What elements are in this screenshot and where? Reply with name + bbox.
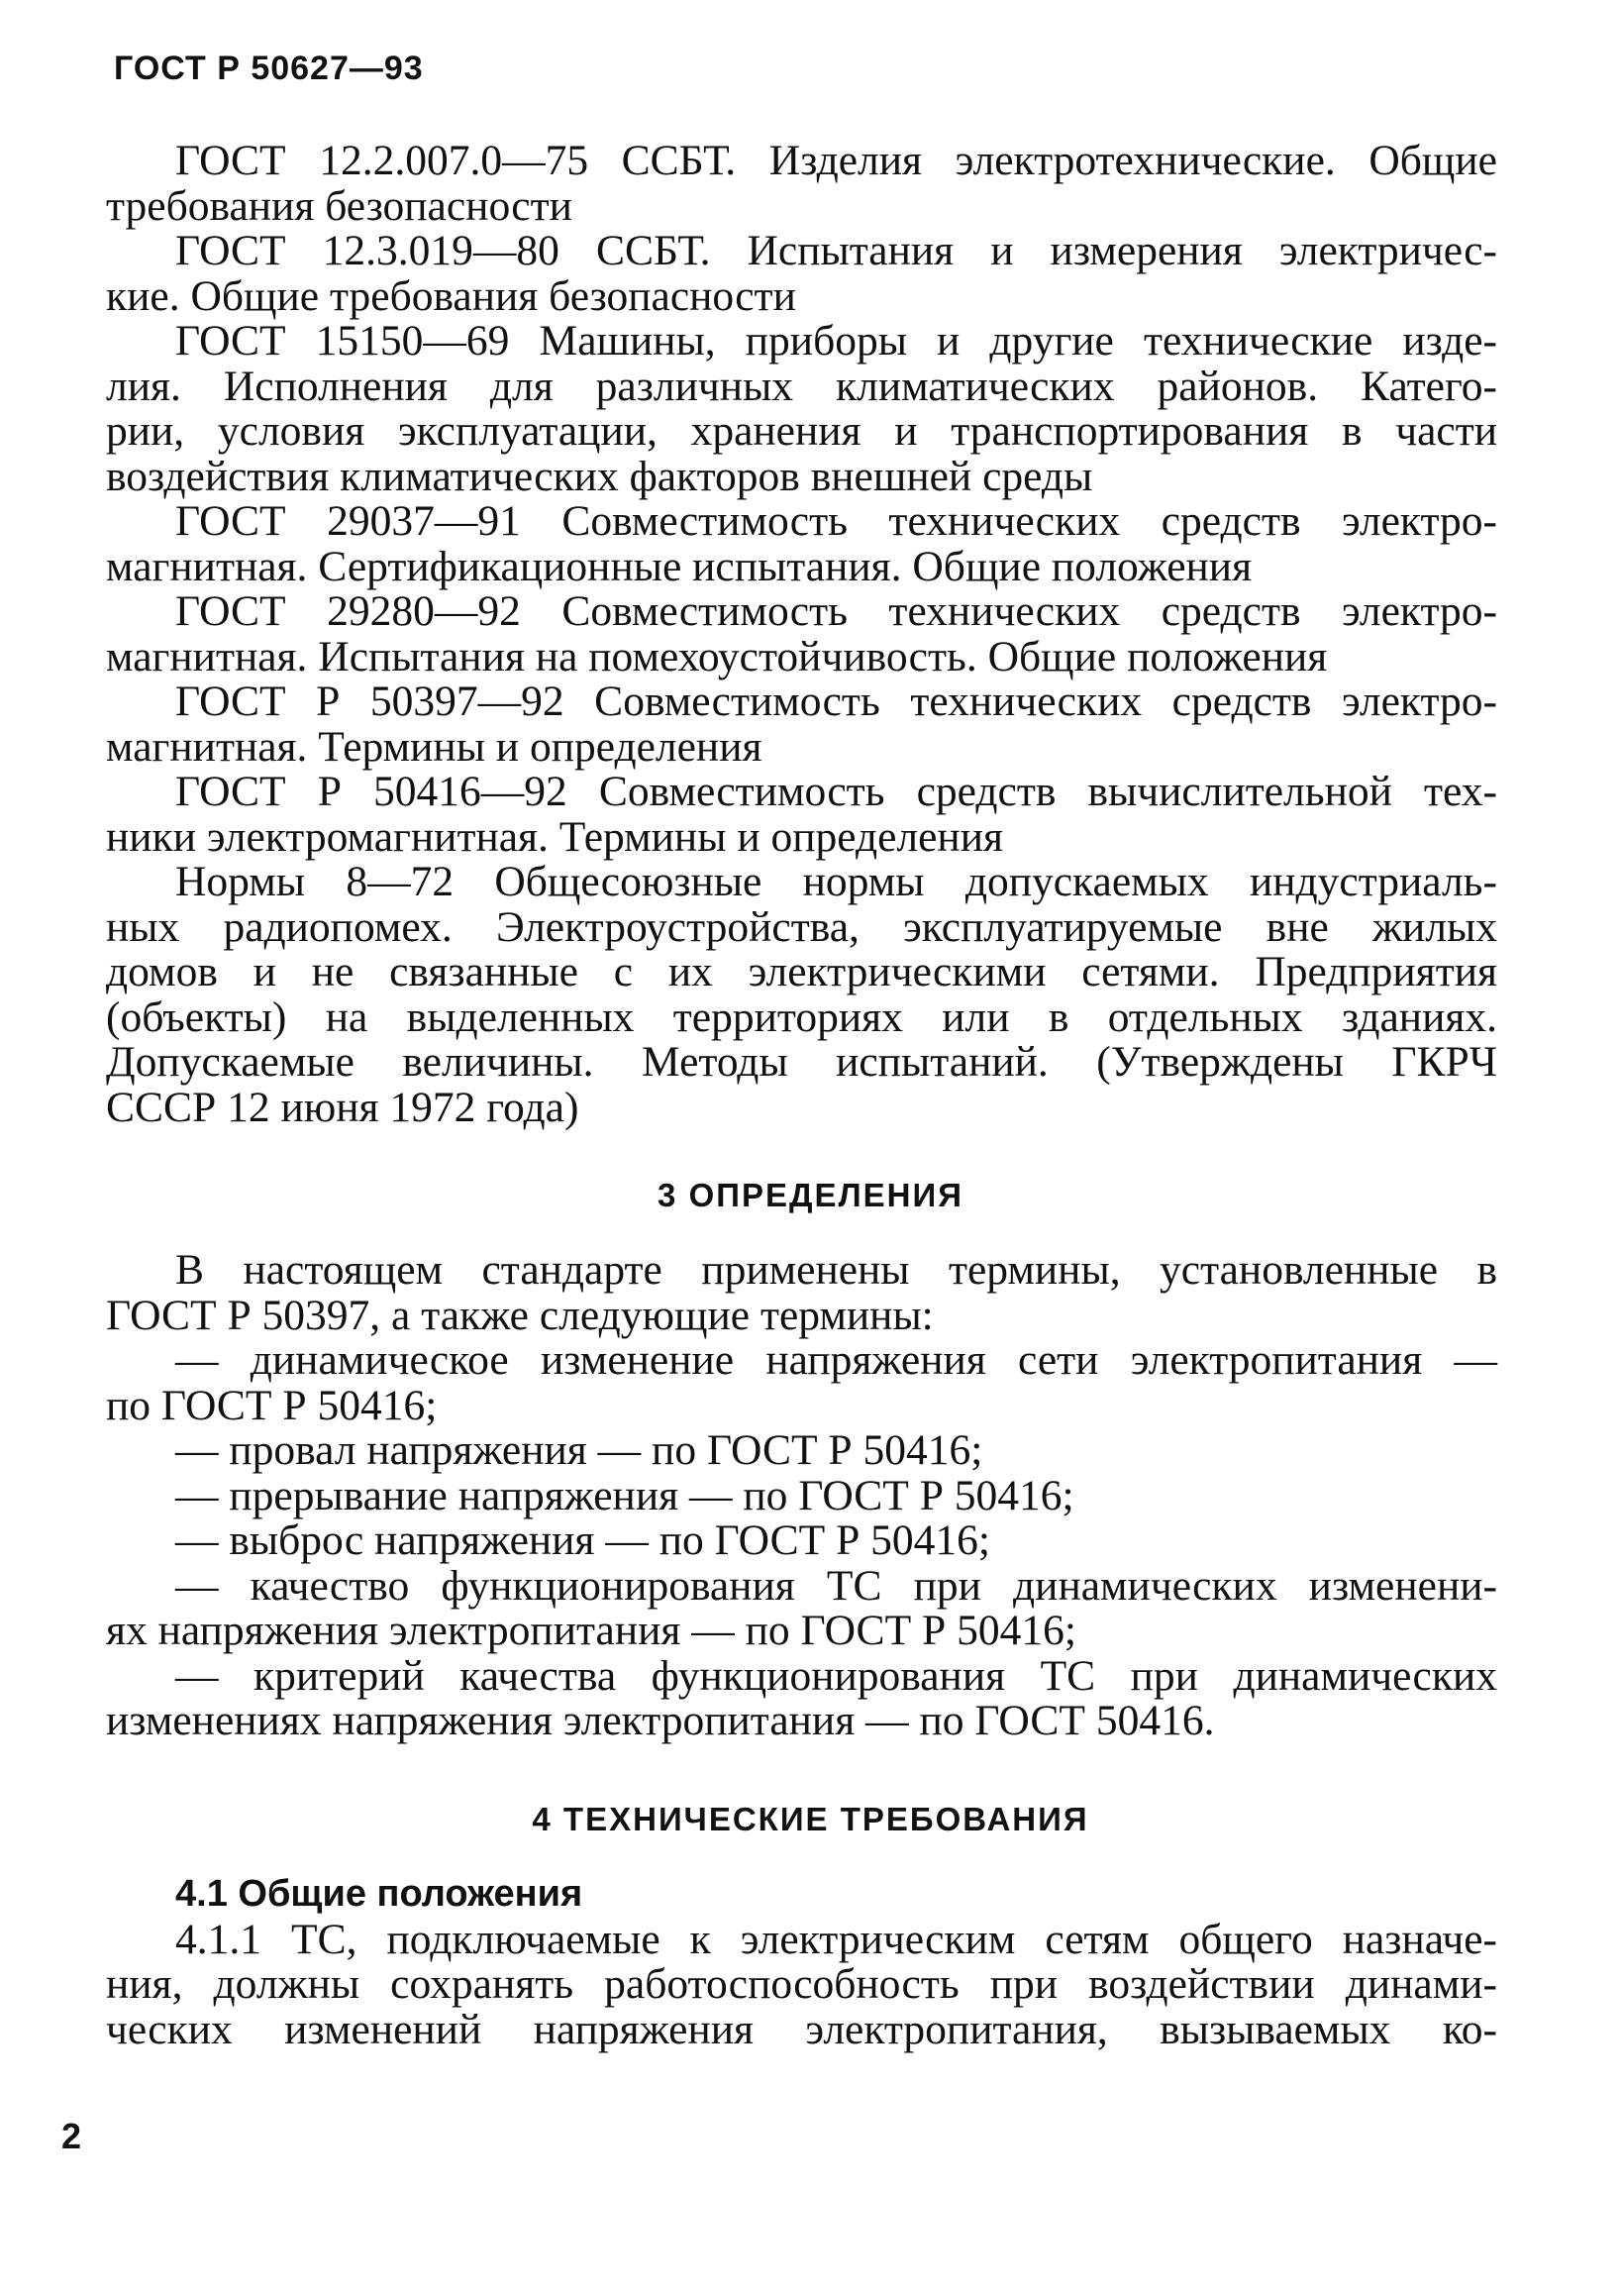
text-line: (объекты) на выделенных территориях или в отдельных зданиях. xyxy=(106,992,1497,1041)
technical-requirements-text xyxy=(106,1872,1497,2052)
text-line: — выброс напряжения — по ГОСТ Р 50416; xyxy=(175,1516,990,1564)
text-line: воздействия климатических факторов внешней среды xyxy=(106,452,1093,500)
technical-requirements-paragraph xyxy=(106,1915,1497,2053)
running-head: ГОСТ Р 50627—93 xyxy=(114,50,424,87)
section-4-title: 4 ТЕХНИЧЕСКИЕ ТРЕБОВАНИЯ xyxy=(532,1801,1089,1837)
text-line: 4.1.1 ТС, подключаемые к электрическим сетям общего назначе- xyxy=(175,1915,1497,1963)
text-line: В настоящем стандарте применены термины, установленные в xyxy=(175,1246,1497,1294)
text-line: ГОСТ 29037—91 Совместимость технических средств электро- xyxy=(175,497,1497,545)
text-line: Нормы 8—72 Общесоюзные нормы допускаемых индустриаль- xyxy=(175,858,1497,905)
text-line: ГОСТ 12.3.019—80 ССБТ. Испытания и измерения электричес- xyxy=(175,227,1497,274)
definitions-text xyxy=(106,1248,1497,1744)
text-line: лия. Исполнения для различных климатических районов. Катего- xyxy=(106,362,1497,410)
text-line: — качество функционирования ТС при динамических изменени- xyxy=(175,1561,1497,1610)
text-line: ных радиопомех. Электроустройства, эксплуатируемые вне жилых xyxy=(106,902,1497,951)
text-line: ческих изменений напряжения электропитания, вызываемых ко- xyxy=(106,2005,1497,2053)
text-line: домов и не связанные с их электрическими сетями. Предприятия xyxy=(106,948,1497,995)
page-number: 2 xyxy=(61,2116,82,2156)
text-line: ГОСТ Р 50397—92 Совместимость технических средств электро- xyxy=(175,678,1497,725)
text-line: ГОСТ Р 50397, а также следующие термины: xyxy=(106,1291,934,1339)
text-line: — динамическое изменение напряжения сети электропитания — xyxy=(175,1336,1497,1384)
text-line: ГОСТ 29280—92 Совместимость технических средств электро- xyxy=(175,587,1497,635)
text-line: по ГОСТ Р 50416; xyxy=(106,1381,438,1429)
text-line: магнитная. Испытания на помехоустойчивость. Общие положения xyxy=(106,632,1328,680)
text-line: магнитная. Сертификационные испытания. Общие положения xyxy=(106,542,1253,590)
text-line: ГОСТ 12.2.007.0—75 ССБТ. Изделия электротехнические. Общие xyxy=(175,137,1497,184)
text-line: СССР 12 июня 1972 года) xyxy=(106,1083,579,1131)
text-line: — провал напряжения — по ГОСТ Р 50416; xyxy=(175,1426,983,1474)
text-line: рии, условия эксплуатации, хранения и транспортирования в части xyxy=(106,407,1497,455)
text-line: требования безопасности xyxy=(106,181,572,230)
section-3-title: 3 ОПРЕДЕЛЕНИЯ xyxy=(658,1177,963,1213)
text-line: — прерывание напряжения — по ГОСТ Р 50416; xyxy=(175,1471,1074,1519)
text-line: ГОСТ Р 50416—92 Совместимость средств вычислительной тех- xyxy=(175,768,1497,815)
text-line: — критерий качества функционирования ТС при динамических xyxy=(175,1651,1497,1700)
text-line: ники электромагнитная. Термины и определения xyxy=(106,812,1004,861)
text-line: магнитная. Термины и определения xyxy=(106,722,762,771)
subsection-title: 4.1 Общие положения xyxy=(175,1873,583,1915)
text-line: ГОСТ 15150—69 Машины, приборы и другие технические изде- xyxy=(175,317,1497,365)
text-line: Допускаемые величины. Методы испытаний. (Утверждены ГКРЧ xyxy=(106,1038,1497,1086)
text-line: изменениях напряжения электропитания — по ГОСТ 50416. xyxy=(106,1697,1215,1744)
text-line: кие. Общие требования безопасности xyxy=(106,271,796,320)
normative-references xyxy=(106,139,1497,1130)
text-line: ния, должны сохранять работоспособность при воздействии динами- xyxy=(106,1960,1497,2008)
text-line: ях напряжения электропитания — по ГОСТ Р 50416; xyxy=(106,1607,1076,1654)
